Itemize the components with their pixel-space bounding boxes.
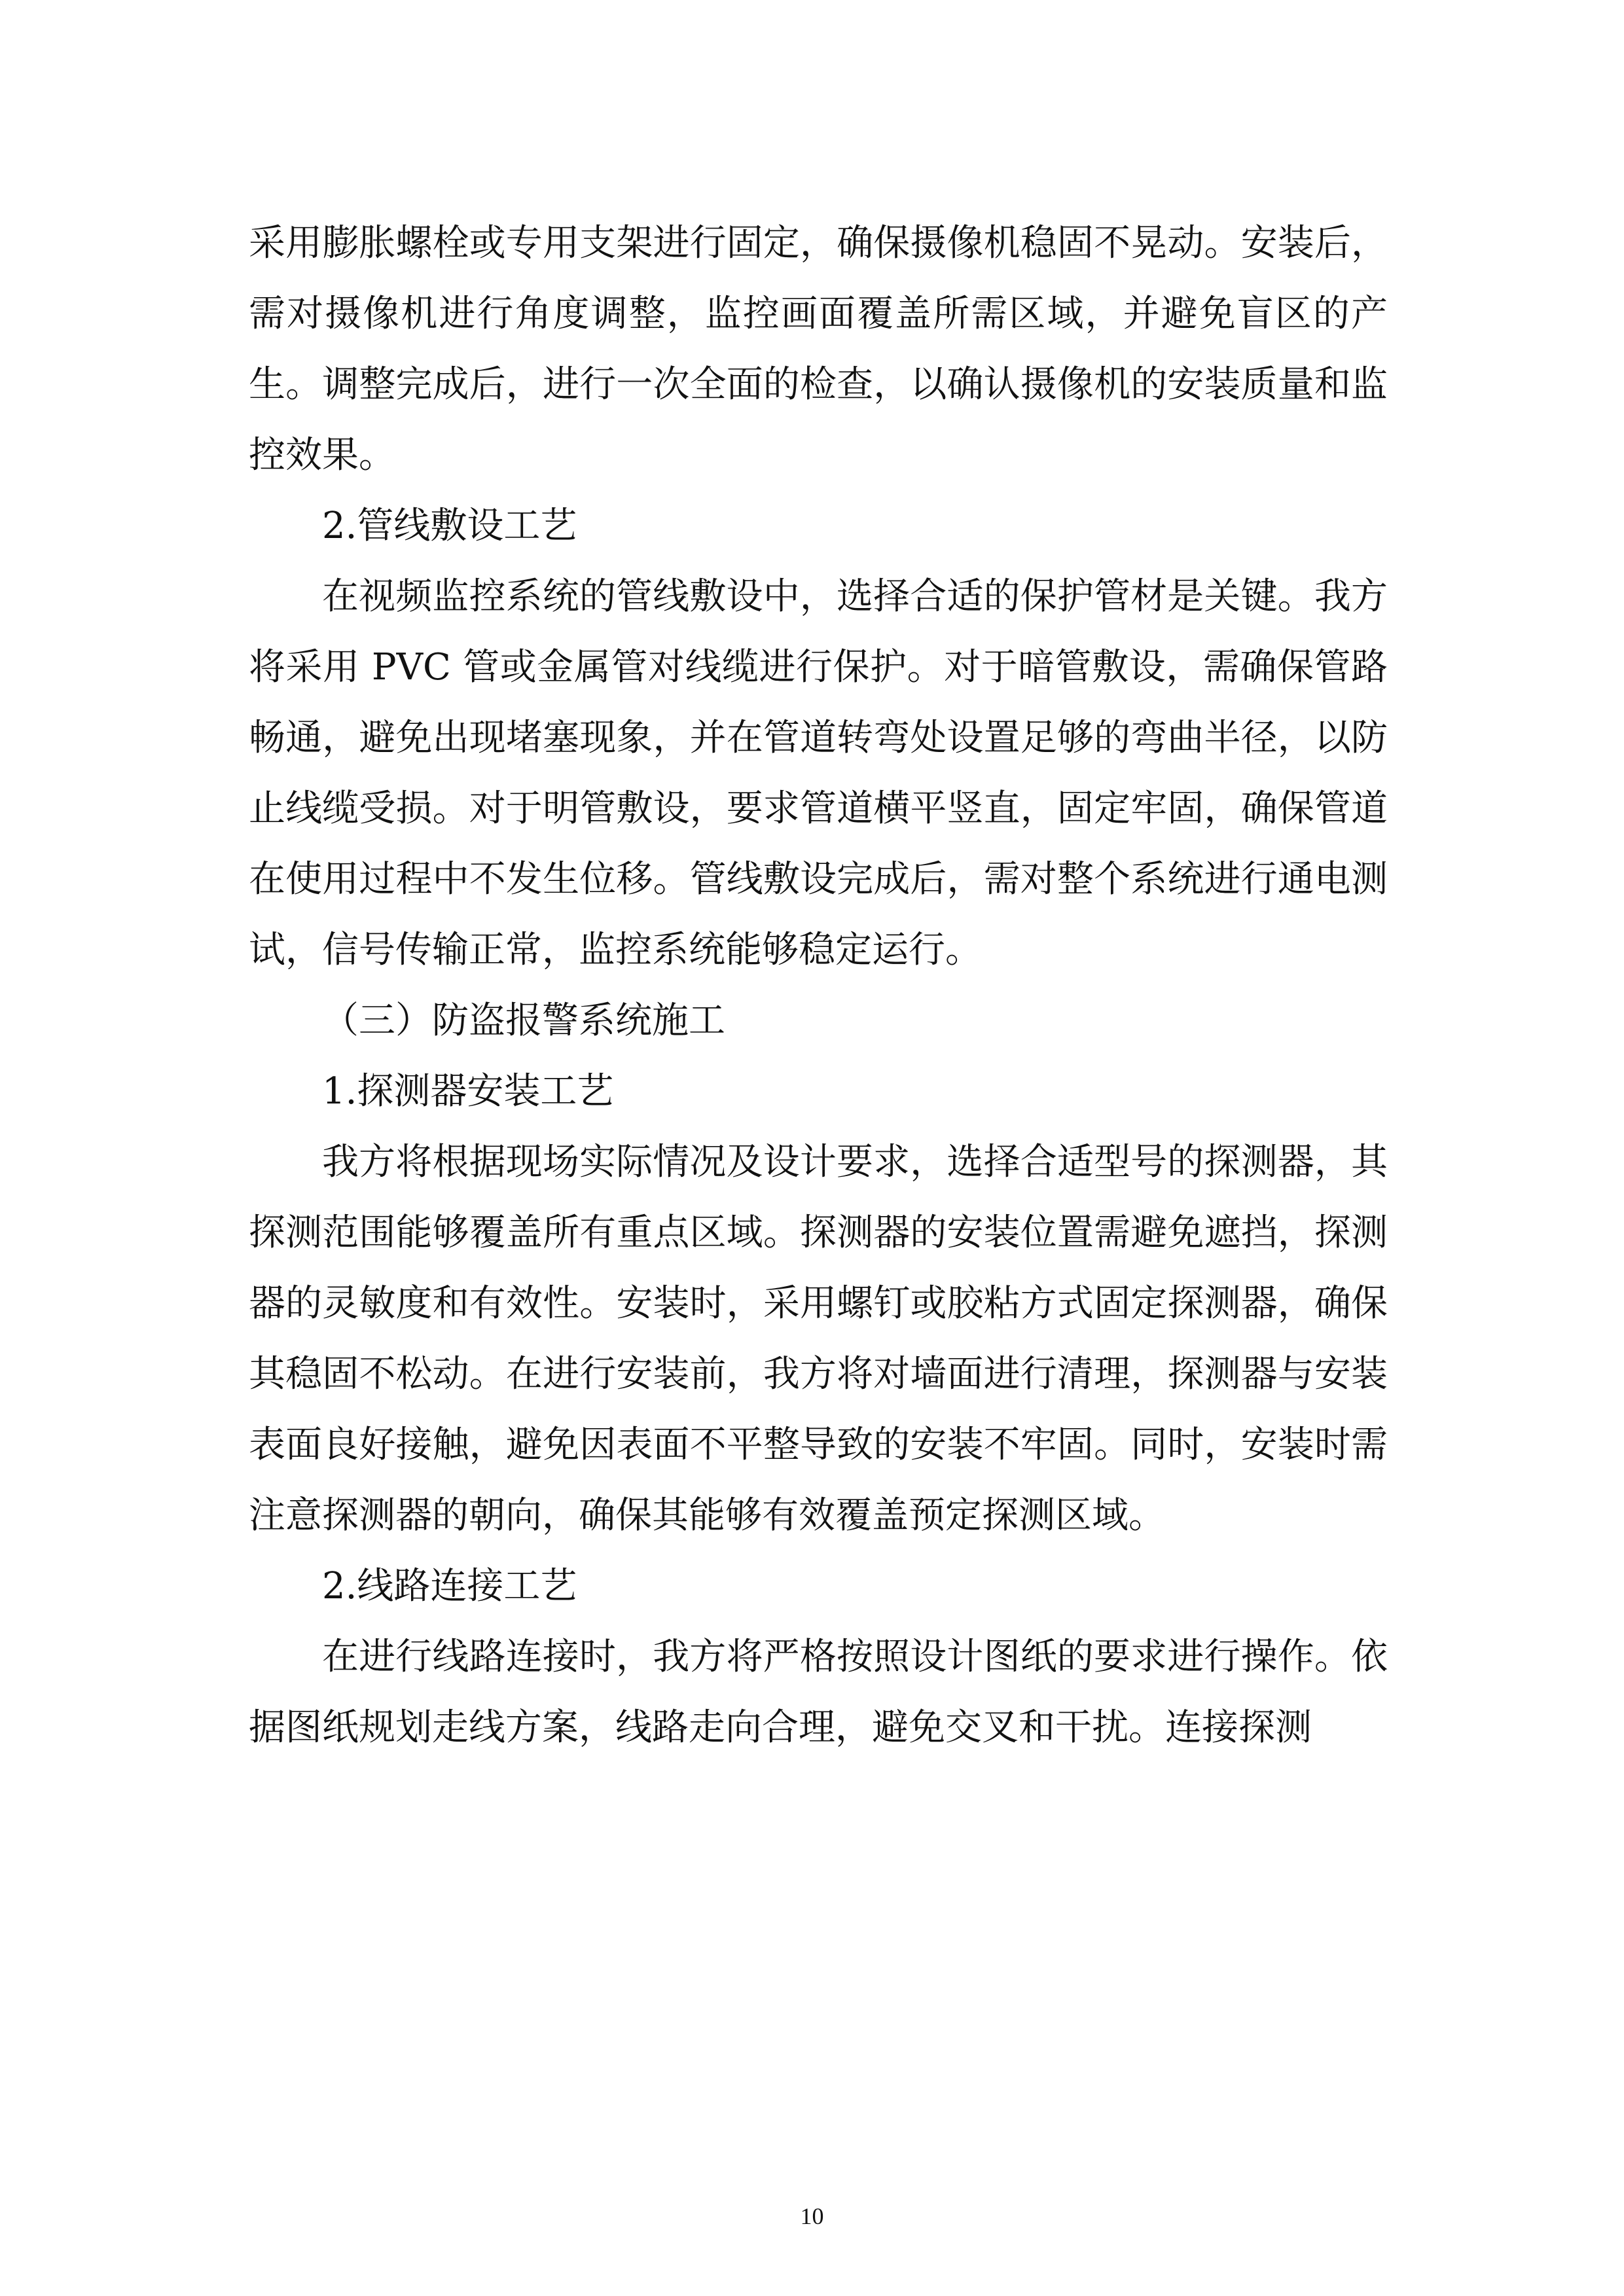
heading-line-connection-process: 2.线路连接工艺 (322, 1565, 577, 1607)
page-number: 10 (800, 2203, 824, 2229)
heading-detector-installation-process: 1.探测器安装工艺 (322, 1070, 614, 1113)
paragraph-pipeline-laying: 在视频监控系统的管线敷设中，选择合适的保护管材是关键。我方将采用 PVC 管或金属管对线缆进行保护。对于暗管敷设，需确保管路畅通，避免出现堵塞现象，并在管道转弯处设置足够的弯曲半径，以防止线缆受损。对于明管敷设，要求管道横平竖直，固定牢固，确保管道在使用过程中不发生位移。管线敷设完成后，需对整个系统进行通电测试，信号传输正常，监控系统能够稳定运行。 (249, 575, 1388, 971)
heading-pipeline-laying-process: 2.管线敷设工艺 (322, 505, 577, 547)
paragraph-detector-installation: 我方将根据现场实际情况及设计要求，选择合适型号的探测器，其探测范围能够覆盖所有重点区域。探测器的安装位置需避免遮挡，探测器的灵敏度和有效性。安装时，采用螺钉或胶粘方式固定探测器，确保其稳固不松动。在进行安装前，我方将对墙面进行清理，探测器与安装表面良好接触，避免因表面不平整导致的安装不牢固。同时，安装时需注意探测器的朝向，确保其能够有效覆盖预定探测区域。 (249, 1141, 1388, 1537)
paragraph-camera-installation-continued: 采用膨胀螺栓或专用支架进行固定，确保摄像机稳固不晃动。安装后，需对摄像机进行角度调整，监控画面覆盖所需区域，并避免盲区的产生。调整完成后，进行一次全面的检查，以确认摄像机的安装质量和监控效果。 (249, 222, 1388, 476)
heading-anti-theft-alarm-construction: （三）防盗报警系统施工 (322, 999, 725, 1042)
document-body (249, 208, 1388, 1763)
paragraph-line-connection: 在进行线路连接时，我方将严格按照设计图纸的要求进行操作。依据图纸规划走线方案，线路走向合理，避免交叉和干扰。连接探测 (249, 1636, 1388, 1749)
